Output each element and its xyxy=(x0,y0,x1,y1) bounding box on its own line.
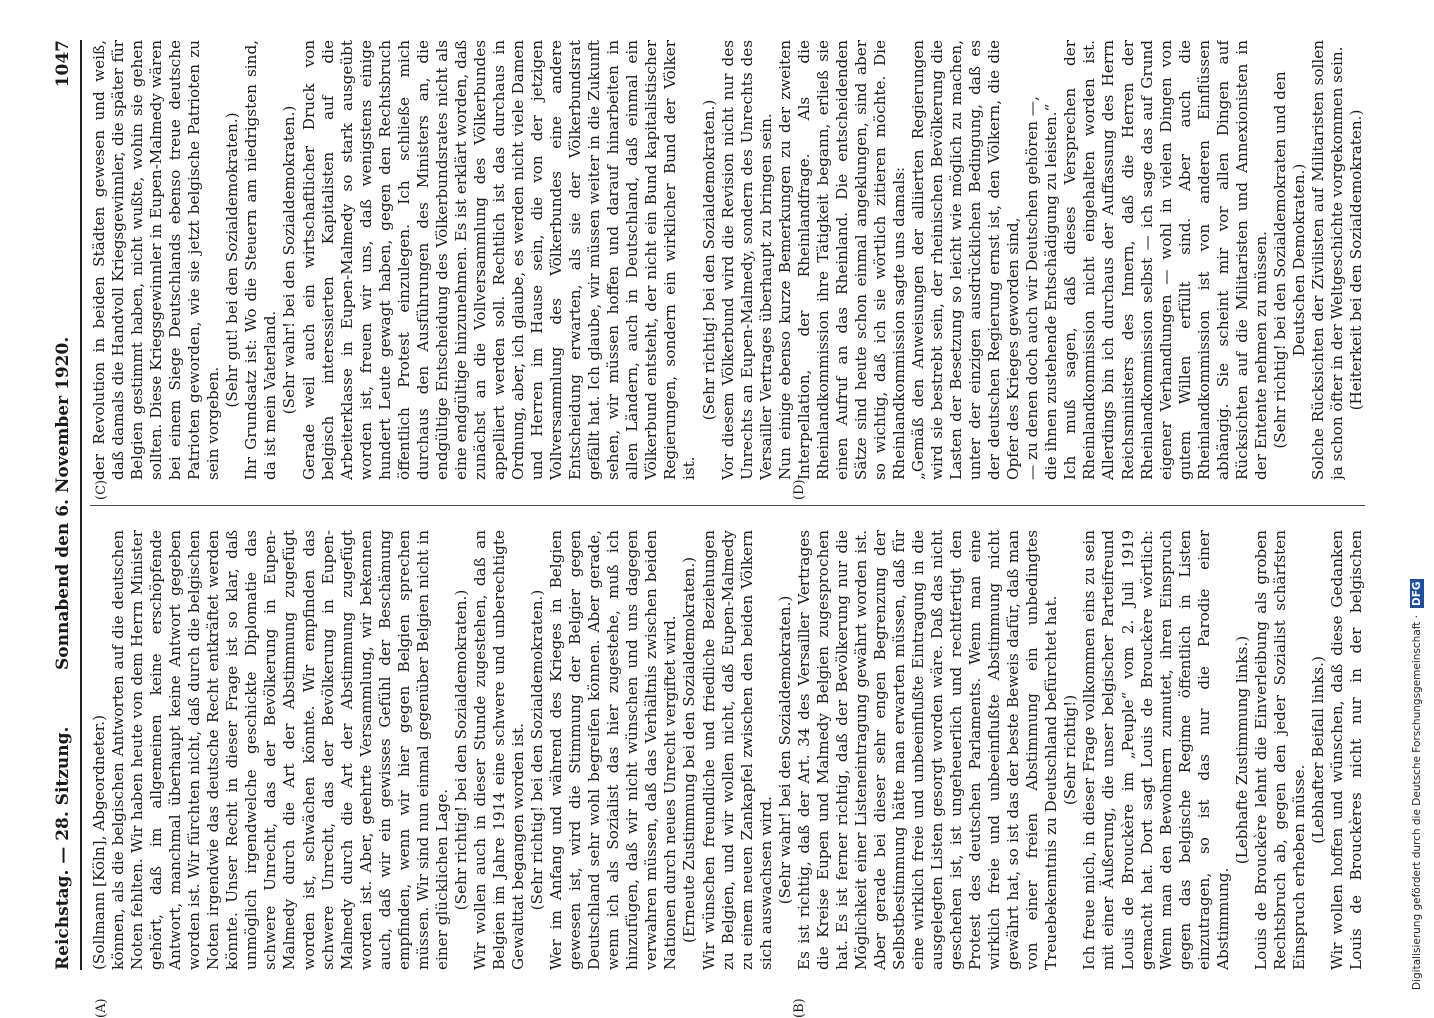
rotated-page-content xyxy=(50,40,1370,1018)
left-interjection: (Sehr richtig! bei den Sozialdemokraten.) xyxy=(528,589,547,911)
left-paragraph: Wer im Anfang und während des Krieges in Belgien gewesen ist, wird die Stimmung der Belgier gegen Deutschland sehr wohl begreifen können. Aber gerade, wenn ich als Sozialist das hier zugestehe, muß ich hinzufügen, daß wir nicht wünschen und uns dagegen verwahren müssen, daß das Verhältnis zwischen beiden Nationen durch neues Unrecht vergiftet wird. xyxy=(547,530,680,970)
right-paragraph: Ihr Grundsatz ist: Wo die Steuern am niedrigsten sind, da ist mein Vaterland. xyxy=(242,40,280,480)
margin-mark-a: (A) xyxy=(94,998,109,1018)
left-interjection: (Lebhafter Beifall links.) xyxy=(1309,656,1327,844)
right-paragraph: Nun einige ebenso kurze Bemerkungen zu der zweiten Interpellation, der Rheinlandfrage. Als die Rheinlandkommission ihre Tätigkeit begann, erließ sie einen Aufruf an das Rheinland. Die entscheidenden Sätze sind heute schon einmal angeklungen, sind aber so wichtig, daß ich sie wörtlich zitieren möchte. Die Rheinlandkommission sagte uns damals: xyxy=(775,40,908,480)
right-quote-aside: — zu denen doch auch wir Deutschen gehören —, xyxy=(1023,96,1042,480)
left-interjection: (Sehr richtig!) xyxy=(1061,694,1080,806)
right-quote: „Gemäß den Anweisungen der alliierten Regierungen wird sie bestrebt sein, der rheinischen Bevölkerung die Lasten der Besetzung so leicht wie möglich zu machen, unter der einzigen ausdrücklichen Bedingung, daß es der deutschen Regierung ernst ist, den Völkern, die die Opfer des Krieges geworden sind, xyxy=(909,40,1023,480)
right-paragraph: Gerade weil auch ein wirtschaftlicher Druck von belgisch interessierten Kapitalisten auf die Arbeiterklasse in Eupen-Malmedy so stark ausgeübt worden ist, freuen wir uns, daß wenigstens einige hundert Leute gewagt haben, gegen den Rechtsbruch öffentlich Protest einzulegen. Ich schließe mich durchaus den Ausführungen des Ministers an, die endgültige Entscheidung des Völkerbundsrates nicht als eine endgültige hinzunehmen. Es ist erklärt worden, daß zunächst an die Vollversammlung des Völkerbundes appelliert werden soll. Rechtlich ist das durchaus in Ordnung, aber, ich glaube, es werden nicht viele Damen und Herren im Hause sein, die von der jetzigen Vollversammlung des Völkerbundes eine andere Entscheidung erwarten, als sie der Völkerbundsrat gefällt hat. Ich glaube, wir müssen weiter in die Zukunft sehen, wir müssen hoffen und darauf hinarbeiten in allen Ländern, auch in Deutschland, daß einmal ein Völkerbund entsteht, der nicht ein Bund kapitalistischer Regierungen, sondern ein wirklicher Bund der Völker ist. xyxy=(299,40,699,480)
left-paragraph: Wir wollen auch in dieser Stunde zugestehen, daß an Belgien im Jahre 1914 eine schwere und unberechtigte Gewalttat begangen worden ist. xyxy=(470,530,528,970)
margin-mark-d: (D) xyxy=(792,479,807,500)
left-paragraph: Louis de Brouckère lehnt die Einverleibung als groben Rechtsbruch ab, gegen den jeder Sozialist schärfsten Einspruch erheben müsse. xyxy=(1251,530,1308,970)
right-paragraph: der Revolution in beiden Städten gewesen und weiß, daß damals die Handvoll Kriegsgewinnler, die später für Belgien gestimmt haben, nicht wußte, wohin sie gehen sollten. Diese Kriegsgewinnler in Eupen-Malmedy wären bei einem Siege Deutschlands ebenso treue deutsche Patrioten geworden, wie sie jetzt belgische Patrioten zu sein vorgeben. xyxy=(90,40,223,480)
right-quote: die ihnen zustehende Entschädigung zu leisten.“ xyxy=(1042,103,1061,480)
right-interjection: (Sehr wahr! bei den Sozialdemokraten.) xyxy=(280,105,299,415)
left-interjection: (Sehr richtig! bei den Sozialdemokraten.) xyxy=(451,589,470,911)
left-interjection: (Erneute Zustimmung bei den Sozialdemokraten.) xyxy=(680,556,699,944)
right-paragraph: Vor diesem Völkerbund wird die Revision nicht nur des Unrechts an Eupen-Malmedy, sondern des Unrechts des Versailler Vertrages überhaupt zu bringen sein. xyxy=(718,40,775,480)
left-paragraph: Wir wünschen freundliche und friedliche Beziehungen zu Belgien, und wir wollen nicht, daß Eupen-Malmedy zu einem neuen Zankapfel zwischen den beiden Völkern sich auswachsen wird. xyxy=(699,530,775,970)
header-left: Reichstag. — 28. Sitzung. xyxy=(53,726,73,970)
right-interjection: (Sehr richtig! bei den Sozialdemokraten.) xyxy=(699,99,718,421)
left-paragraph: Wir wollen hoffen und wünschen, daß diese Gedanken Louis de Brouckères nicht nur in der belgischen xyxy=(1328,530,1365,970)
left-paragraph: Es ist richtig, daß der Art. 34 des Versailler Vertrages die Kreise Eupen und Malmedy Belgien zugesprochen hat. Es ist ferner richtig, daß der Bevölkerung nur die Möglichkeit einer Listeneintragung gewährt worden ist. Aber gerade bei dieser sehr engen Begrenzung der Selbstbestimmung hätte man erwarten müssen, daß für eine wirklich freie und unbeeinflußte Eintragung in die ausgelegten Listen gesorgt worden wäre. Daß das nicht geschehen ist, ist ungeheuerlich und rechtfertigt den Protest des deutschen Parlaments. Wenn man eine wirklich freie und unbeeinflußte Abstimmung nicht gewährt hat, so ist das der beste Beweis dafür, daß man von einer freien Abstimmung ein unbedingtes Treuebekenntnis zu Deutschland befürchtet hat. xyxy=(794,530,1061,970)
right-interjection: (Sehr gut! bei den Sozialdemokraten.) xyxy=(223,112,242,408)
right-interjection: (Heiterkeit bei den Sozialdemokraten.) xyxy=(1347,109,1365,411)
header-date: Sonnabend den 6. November 1920. xyxy=(53,336,73,670)
left-paragraph: können, als die belgischen Antworten auf die deutschen Noten fehlten. Wir haben heute von dem Herrn Minister gehört, daß im allgemeinen keine erschöpfende Antwort, manchmal überhaupt keine Antwort gegeben worden ist. Wir fürchten nicht, daß durch die belgischen Noten irgendwie das deutsche Recht entkräftet werden könnte. Unser Recht in dieser Frage ist so klar, daß unmöglich irgendwelche geschickte Diplomatie das schwere Unrecht, das der Bevölkerung in Eupen-Malmedy durch die Art der Abstimmung zugefügt worden ist, schwächen könnte. Wir empfinden das schwere Unrecht, das der Bevölkerung in Eupen-Malmedy durch die Art der Abstimmung zugefügt worden ist. Aber, geehrte Versammlung, wir bekennen auch, daß wir ein gewisses Gefühl der Beschämung empfinden, wenn wir hier gegen Belgien sprechen müssen. Wir sind nun einmal gegenüber Belgien nicht in einer glücklichen Lage. xyxy=(109,530,451,970)
digitization-credit: Digitalisierung gefördert durch die Deutsche Forschungsgemeinschaft · DFG xyxy=(1411,581,1423,990)
speaker-line: (Sollmann [Köln], Abgeordneter.) xyxy=(90,715,108,970)
right-interjection: (Sehr richtig! bei den Sozialdemokraten und den Deutschen Demokraten.) xyxy=(1270,71,1308,449)
running-header xyxy=(50,40,82,970)
credit-text: Digitalisierung gefördert durch die Deutsche Forschungsgemeinschaft xyxy=(1411,621,1423,990)
left-paragraph: Ich freue mich, in dieser Frage vollkommen eins zu sein mit einer Äußerung, die unser belgischer Parteifreund Louis de Brouckère im „Peuple“ vom 2. Juli 1919 gemacht hat. Dort sagt Louis de Brouckère wörtlich: Wenn man den Bewohnern zumutet, ihren Einspruch gegen das belgische Regime öffentlich in Listen einzutragen, so ist das nur die Parodie einer Abstimmung. xyxy=(1080,530,1232,970)
margin-mark-c: (C) xyxy=(94,479,109,500)
right-column xyxy=(90,40,1365,480)
column-divider xyxy=(90,505,1365,506)
left-interjection: (Lebhafte Zustimmung links.) xyxy=(1232,635,1251,865)
page-number: 1047 xyxy=(53,40,73,88)
dfg-logo: DFG xyxy=(1411,581,1423,606)
right-paragraph: Solche Rücksichten der Zivilisten auf Militaristen sollen ja schon öfter in der Weltgeschichte vorgekommen sein. xyxy=(1309,40,1347,480)
left-column xyxy=(90,530,1365,970)
right-paragraph: Ich muß sagen, daß dieses Versprechen der Rheinlandkommission nicht eingehalten worden ist. Allerdings bin ich durchaus der Auffassung des Herrn Reichsministers des Innern, daß die Herren der Rheinlandkommission selbst — ich sage das auf Grund eigener Verhandlungen — wohl in vielen Dingen von gutem Willen erfüllt sind. Aber auch die Rheinlandkommission ist von anderen Einflüssen abhängig. Sie scheint mir vor allen Dingen auf Rücksichten auf die Militaristen und Annexionisten in der Entente nehmen zu müssen. xyxy=(1061,40,1270,480)
left-interjection: (Sehr wahr! bei den Sozialdemokraten.) xyxy=(775,595,794,905)
margin-mark-b: (B) xyxy=(792,998,807,1018)
